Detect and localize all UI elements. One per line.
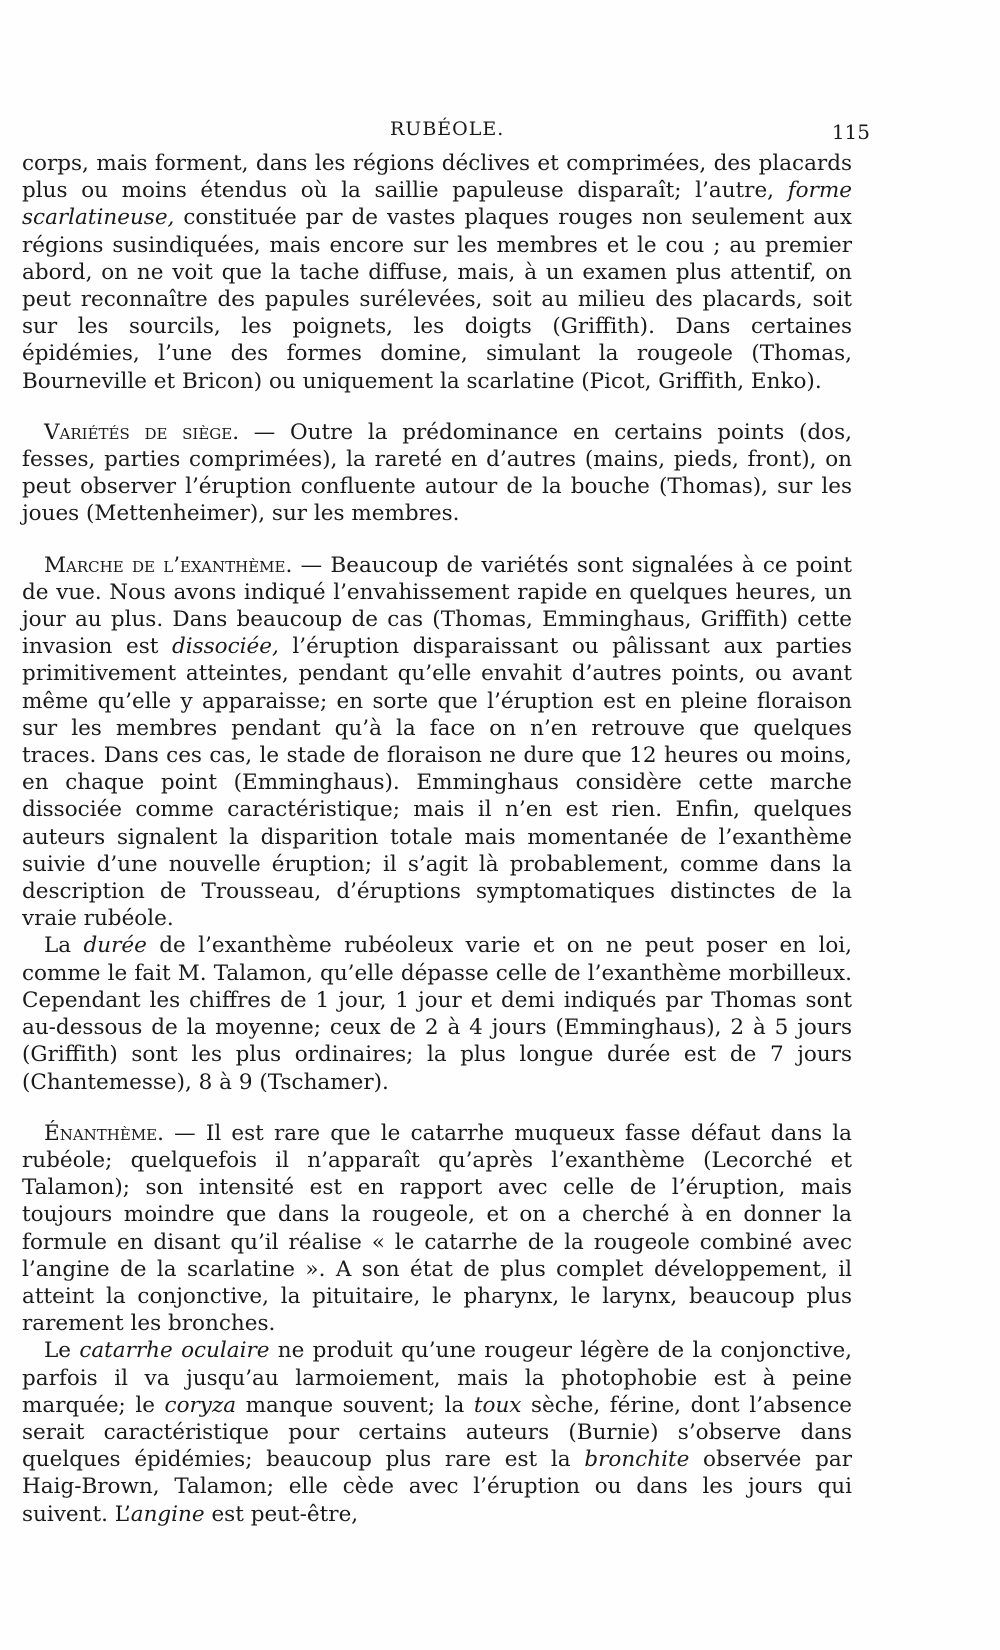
paragraph-enantheme-text: — Il est rare que le catarrhe muqueux fasse défaut dans la rubéole; quelquefois il n’apparaît qu’après l’exanthème (Lecorché et Talamon); son intensité est en rapport avec celle de l’éruption, mais toujours moindre que dans la rougeole, et on a cherché à en donner la formule en disant qu’il réalise « le catarrhe de la rougeole combiné avec l’angine de la scarlatine ». A son état de plus complet développement, il atteint la conjonctive, la pituitaire, le pharynx, le larynx, beaucoup plus rarement les bronches. (22, 1120, 852, 1337)
paragraph-duree (22, 932, 852, 1095)
paragraph-catarrhe (22, 1337, 852, 1527)
paragraph-duree-text-c: de l’exanthème rubéoleux varie et on ne peut poser en loi, comme le fait M. Talamon, qu’elle dépasse celle de l’exanthème morbilleux. Cependant les chiffres de 1 jour, 1 jour et demi indiqués par Thomas sont au-dessous de la moyenne; ceux de 2 à 4 jours (Emminghaus), 2 à 5 jours (Griffith) sont les plus ordinaires; la plus longue durée est de 7 jours (Chantemesse), 8 à 9 (Tschamer). (22, 933, 852, 1095)
section-title-enantheme: Énanthème. (44, 1120, 164, 1146)
paragraph-marche-italic-term: dissociée, (171, 634, 279, 660)
paragraph-catarrhe-text-a: Le (44, 1338, 80, 1364)
paragraph-catarrhe-text-g: sèche, férine, dont l’absence serait caractéristique pour certains auteurs (Burnie) s’observe dans quelques épidémies; beaucoup plus rare est la (22, 1392, 853, 1473)
paragraph-catarrhe-italic-bronchite: bronchite (584, 1447, 690, 1473)
paragraph-catarrhe-text-c: ne produit qu’une rougeur légère de la conjonctive, parfois il va jusqu’au larmoiement, mais la photophobie est à peine marquée; le (22, 1338, 853, 1418)
paragraph-catarrhe-text-k: est peut-être, (204, 1501, 359, 1527)
page-number: 115 (831, 120, 870, 144)
paragraph-varietes-text: — Outre la prédominance en certains points (dos, fesses, parties comprimées), la rareté en d’autres (mains, pieds, front), on peut observer l’éruption confluente autour de la bouche (Thomas), sur les joues (Mettenheimer), sur les membres. (22, 419, 852, 527)
paragraph-varietes-de-siege (22, 419, 852, 528)
paragraph-enantheme (22, 1120, 852, 1338)
paragraph-forms-text-c: constituée par de vastes plaques rouges non seulement aux régions susindiquées, mais encore sur les membres et le cou ; au premier abord, on ne voit que la tache diffuse, mais, à un examen plus attentif, on peut reconnaître des papules surélevées, soit au milieu des placards, soit sur les sourcils, les poignets, les doigts (Griffith). Dans certaines épidémies, l’une des formes domine, simulant la rougeole (Thomas, Bourneville et Bricon) ou uniquement la scarlatine (Picot, Griffith, Enko). (22, 205, 852, 394)
paragraph-forms-italic-term: forme scarlatineuse, (22, 178, 852, 231)
paragraph-catarrhe-italic-oculaire: catarrhe oculaire (79, 1338, 270, 1364)
paragraph-forms-text-a: corps, mais forment, dans les régions déclives et comprimées, des placards plus ou moins étendus où la saillie papuleuse disparaît; l’autre, (22, 151, 852, 204)
paragraph-marche-text-a: — Beaucoup de variétés sont signalées à ce point de vue. Nous avons indiqué l’envahissement rapide en quelques heures, un jour au plus. Dans beaucoup de cas (Thomas, Emminghaus, Griffith) cette invasion est (22, 552, 852, 660)
paragraph-duree-italic-term: durée (83, 933, 147, 959)
section-title-marche-exantheme: Marche de l’exanthème. (44, 552, 293, 578)
body-text (22, 150, 852, 1528)
paragraph-catarrhe-italic-toux: toux (473, 1392, 522, 1418)
running-title: RUBÉOLE. (390, 118, 505, 140)
paragraph-catarrhe-text-i: observée par Haig-Brown, Talamon; elle cède avec l’éruption ou dans les jours qui suivent. L’ (22, 1447, 852, 1527)
paragraph-forms (22, 150, 852, 395)
paragraph-marche-exantheme (22, 552, 852, 933)
paragraph-catarrhe-italic-coryza: coryza (164, 1392, 237, 1418)
paragraph-marche-text-c: l’éruption disparaissant ou pâlissant aux parties primitivement atteintes, pendant qu’elle envahit d’autres points, ou avant même qu’elle y apparaisse; en sorte que l’éruption est en pleine floraison sur les membres pendant qu’à la face on n’en retrouve que quelques traces. Dans ces cas, le stade de floraison ne dure que 12 heures ou moins, en chaque point (Emminghaus). Emminghaus considère cette marche dissociée comme caractéristique; mais il n’en est rien. Enfin, quelques auteurs signalent la disparition totale mais momentanée de l’exanthème suivie d’une nouvelle éruption; il s’agit là probablement, comme dans la description de Trousseau, d’éruptions symptomatiques distinctes de la vraie rubéole. (22, 634, 852, 932)
section-title-varietes-de-siege: Variétés de siège. (44, 419, 240, 445)
paragraph-catarrhe-text-e: manque souvent; la (236, 1392, 474, 1418)
paragraph-duree-text-a: La (44, 933, 84, 959)
paragraph-catarrhe-italic-angine: angine (130, 1501, 205, 1527)
running-header (20, 118, 870, 148)
